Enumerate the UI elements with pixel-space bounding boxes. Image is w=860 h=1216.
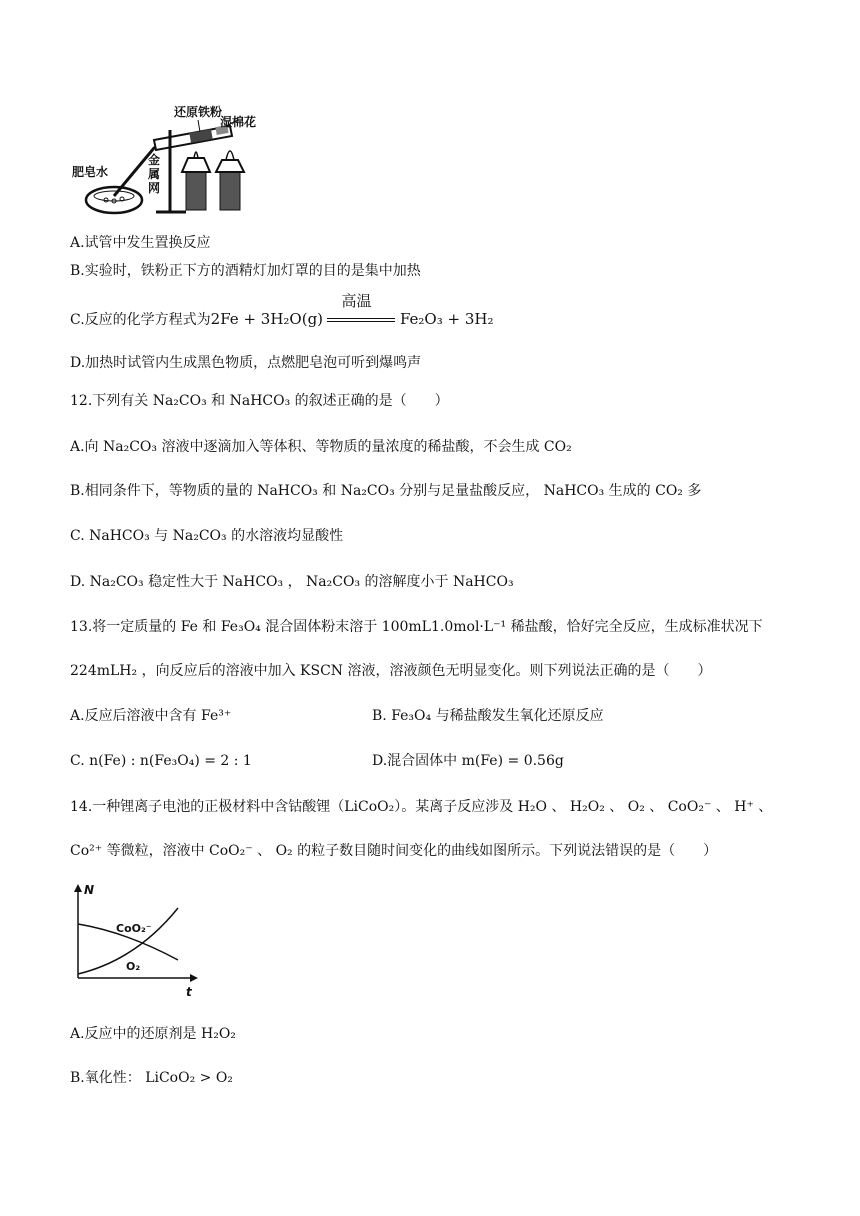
q14-stem-line2: Co²⁺ 等微粒，溶液中 CoO₂⁻ 、 O₂ 的粒子数目随时间变化的曲线如图所示。下列说法错误的是（ ） (70, 843, 718, 859)
q13-stem-line1: 13.将一定质量的 Fe 和 Fe₃O₄ 混合固体粉末溶于 100mL1.0mol·L⁻¹ 稀盐酸，恰好完全反应，生成标准状况下 (70, 619, 763, 635)
apparatus-figure (70, 100, 270, 225)
label-soap-water: 肥皂水 (72, 165, 109, 179)
label-metal-mesh-2: 属 (148, 167, 161, 181)
q11-option-c-condition: 高温 (341, 292, 372, 310)
q12-stem: 12.下列有关 Na₂CO₃ 和 NaHCO₃ 的叙述正确的是（ ） (70, 393, 449, 409)
equation-double-line (327, 318, 395, 322)
particle-count-graph (66, 880, 206, 1000)
q11-option-c-right: Fe₂O₃ + 3H₂ (399, 310, 494, 328)
q13-option-b: B. Fe₃O₄ 与稀盐酸发生氧化还原反应 (372, 708, 604, 724)
q11-option-c (70, 292, 494, 330)
q13-option-d: D.混合固体中 m(Fe) = 0.56g (372, 753, 564, 769)
label-iron-powder: 还原铁粉 (174, 105, 223, 119)
q14-option-b: B.氧化性： LiCoO₂ > O₂ (70, 1070, 233, 1086)
q11-option-b: B.实验时，铁粉正下方的酒精灯加灯罩的目的是集中加热 (70, 263, 421, 279)
q12-option-c: C. NaHCO₃ 与 Na₂CO₃ 的水溶液均显酸性 (70, 528, 344, 544)
label-wet-cotton: 湿棉花 (220, 115, 257, 129)
q13-option-a: A.反应后溶液中含有 Fe³⁺ (70, 708, 232, 724)
q13-stem-line2: 224mLH₂ ，向反应后的溶液中加入 KSCN 溶液，溶液颜色无明显变化。则下列说法正确的是（ ） (70, 663, 712, 679)
curve-coo2-label: CoO₂⁻ (116, 922, 152, 935)
q11-option-a: A.试管中发生置换反应 (70, 235, 211, 251)
label-metal-mesh-3: 网 (148, 181, 161, 195)
y-axis-label: N (84, 883, 95, 897)
q11-option-c-prefix: C.反应的化学方程式为 (70, 312, 211, 328)
q14-option-a: A.反应中的还原剂是 H₂O₂ (70, 1026, 236, 1042)
q14-stem-line1: 14.一种锂离子电池的正极材料中含钴酸锂（LiCoO₂）。某离子反应涉及 H₂O 、 H₂O₂ 、 O₂ 、 CoO₂⁻ 、 H⁺ 、 (70, 799, 773, 815)
q11-option-c-left: 2Fe + 3H₂O(g) (210, 310, 324, 328)
curve-o2-label: O₂ (126, 960, 141, 973)
x-axis-label: t (186, 985, 192, 999)
q12-option-b: B.相同条件下，等物质的量的 NaHCO₃ 和 Na₂CO₃ 分别与足量盐酸反应， NaHCO₃ 生成的 CO₂ 多 (70, 483, 702, 499)
q12-option-d: D. Na₂CO₃ 稳定性大于 NaHCO₃ ， Na₂CO₃ 的溶解度小于 NaHCO₃ (70, 574, 514, 590)
q12-option-a: A.向 Na₂CO₃ 溶液中逐滴加入等体积、等物质的量浓度的稀盐酸，不会生成 CO₂ (70, 439, 572, 455)
q13-option-c: C. n(Fe) : n(Fe₃O₄) = 2 : 1 (70, 753, 252, 769)
label-metal-mesh-1: 金 (148, 153, 161, 167)
q11-option-d: D.加热时试管内生成黑色物质，点燃肥皂泡可听到爆鸣声 (70, 355, 422, 371)
